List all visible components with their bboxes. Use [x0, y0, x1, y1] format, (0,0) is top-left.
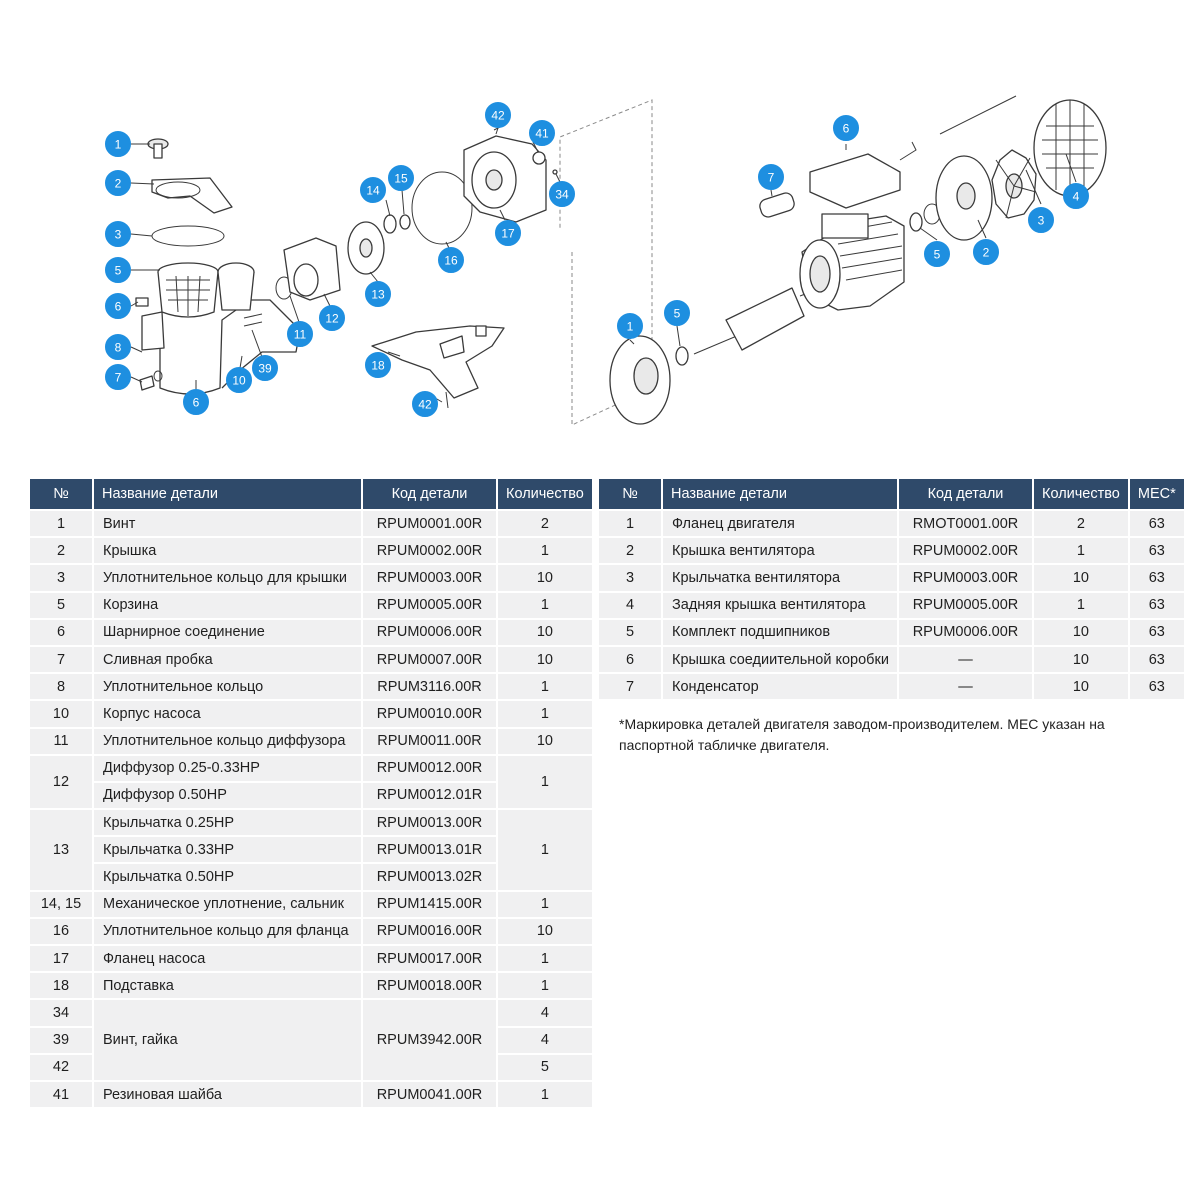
svg-text:12: 12	[325, 311, 339, 326]
part-code-cell: RPUM0003.00R	[363, 565, 496, 590]
table-row	[599, 511, 1184, 536]
svg-text:42: 42	[491, 108, 505, 123]
part-code-cell: RPUM0002.00R	[363, 538, 496, 563]
table-row	[30, 538, 592, 563]
part-name-cell: Подставка	[94, 973, 361, 998]
part-name-cell: Уплотнительное кольцо для фланца	[94, 919, 361, 944]
header-part-name: Название детали	[94, 479, 361, 509]
part-code-cell: RPUM0002.00R	[899, 538, 1032, 563]
table-row	[30, 810, 592, 835]
pump-callout-39	[253, 356, 278, 381]
pump-callout-5	[106, 258, 131, 283]
quantity-cell: 4	[498, 1028, 592, 1053]
pump-parts-table	[28, 477, 594, 1109]
part-name-cell: Крыльчатка 0.50HP	[94, 864, 361, 889]
pump-callout-10	[227, 368, 252, 393]
part-name-cell: Шарнирное соединение	[94, 620, 361, 645]
quantity-cell: 1	[498, 892, 592, 917]
svg-text:17: 17	[501, 226, 515, 241]
part-code-cell: RPUM0013.01R	[363, 837, 496, 862]
part-code-cell: RPUM0017.00R	[363, 946, 496, 971]
svg-text:11: 11	[293, 327, 307, 342]
svg-text:6: 6	[114, 299, 122, 314]
part-number-cell: 10	[30, 701, 92, 726]
part-number-cell: 7	[599, 674, 661, 699]
pump-callout-18	[366, 353, 391, 378]
part-number-cell: 16	[30, 919, 92, 944]
part-number-cell: 6	[30, 620, 92, 645]
part-name-cell: Винт, гайка	[94, 1000, 361, 1080]
svg-text:8: 8	[114, 340, 122, 355]
header-number: №	[599, 479, 661, 509]
quantity-cell: 1	[498, 946, 592, 971]
quantity-cell: 10	[498, 729, 592, 754]
part-code-cell: RPUM0010.00R	[363, 701, 496, 726]
table-row	[599, 674, 1184, 699]
quantity-cell: 1	[498, 973, 592, 998]
part-code-cell: RPUM0012.01R	[363, 783, 496, 808]
part-name-cell: Крышка соедиительной коробки	[663, 647, 897, 672]
motor-table-body	[599, 511, 1184, 699]
part-name-cell: Диффузор 0.50HP	[94, 783, 361, 808]
table-row	[30, 1082, 592, 1107]
table-row	[30, 919, 592, 944]
part-number-cell: 17	[30, 946, 92, 971]
motor-callout-4	[1064, 184, 1089, 209]
part-code-cell: RPUM3942.00R	[363, 1000, 496, 1080]
part-name-cell: Корпус насоса	[94, 701, 361, 726]
part-number-cell: 3	[30, 565, 92, 590]
part-code-cell: RPUM1415.00R	[363, 892, 496, 917]
svg-text:15: 15	[394, 171, 408, 186]
pump-callout-3	[106, 222, 131, 247]
pump-table-header-row	[30, 479, 592, 509]
pump-callout-11	[288, 322, 313, 347]
table-row	[30, 946, 592, 971]
quantity-cell: 1	[498, 593, 592, 618]
part-number-cell: 8	[30, 674, 92, 699]
part-number-cell: 5	[30, 593, 92, 618]
svg-text:5: 5	[114, 263, 122, 278]
part-number-cell: 1	[599, 511, 661, 536]
header-part-name: Название детали	[663, 479, 897, 509]
pump-callout-13	[366, 282, 391, 307]
quantity-cell: 10	[498, 620, 592, 645]
part-code-cell: RPUM0005.00R	[363, 593, 496, 618]
table-row	[599, 538, 1184, 563]
part-name-cell: Крышка вентилятора	[663, 538, 897, 563]
part-name-cell: Уплотнительное кольцо	[94, 674, 361, 699]
svg-text:13: 13	[371, 287, 385, 302]
part-code-cell: RPUM0013.02R	[363, 864, 496, 889]
quantity-cell: 1	[1034, 593, 1128, 618]
part-code-cell: RPUM0013.00R	[363, 810, 496, 835]
svg-text:5: 5	[673, 306, 681, 321]
part-code-cell: RPUM0005.00R	[899, 593, 1032, 618]
part-code-cell: RPUM0018.00R	[363, 973, 496, 998]
pump-callout-12	[320, 306, 345, 331]
mec-cell: 63	[1130, 565, 1184, 590]
svg-text:7: 7	[767, 170, 775, 185]
header-quantity: Количество	[1034, 479, 1128, 509]
pump-callout-15	[389, 166, 414, 191]
pump-callout-8	[106, 335, 131, 360]
svg-text:42: 42	[418, 397, 432, 412]
table-row	[30, 565, 592, 590]
motor-callout-1	[618, 314, 643, 339]
svg-text:18: 18	[371, 358, 385, 373]
part-name-cell: Резиновая шайба	[94, 1082, 361, 1107]
part-name-cell: Уплотнительное кольцо диффузора	[94, 729, 361, 754]
part-code-cell: RPUM0001.00R	[363, 511, 496, 536]
motor-callout-5	[925, 242, 950, 267]
mec-cell: 63	[1130, 647, 1184, 672]
quantity-cell: 1	[498, 674, 592, 699]
motor-exploded-view	[610, 96, 1106, 424]
part-number-cell: 11	[30, 729, 92, 754]
part-name-cell: Крыльчатка 0.25HP	[94, 810, 361, 835]
header-mec: MEC*	[1130, 479, 1184, 509]
table-row	[30, 511, 592, 536]
svg-text:14: 14	[366, 183, 380, 198]
exploded-view-svg	[0, 0, 1200, 470]
pump-callout-41	[530, 121, 555, 146]
part-number-cell: 34	[30, 1000, 92, 1025]
part-number-cell: 14, 15	[30, 892, 92, 917]
part-number-cell: 42	[30, 1055, 92, 1080]
pump-callout-17	[496, 221, 521, 246]
svg-text:7: 7	[114, 370, 122, 385]
table-row	[599, 565, 1184, 590]
pump-callout-1	[106, 132, 131, 157]
part-name-cell: Винт	[94, 511, 361, 536]
part-name-cell: Корзина	[94, 593, 361, 618]
exploded-diagrams	[0, 0, 1200, 470]
svg-text:3: 3	[1037, 213, 1045, 228]
part-code-cell: RPUM3116.00R	[363, 674, 496, 699]
part-name-cell: Фланец насоса	[94, 946, 361, 971]
quantity-cell: 10	[498, 919, 592, 944]
motor-callout-3	[1029, 208, 1054, 233]
quantity-cell: 1	[498, 756, 592, 808]
pump-callout-6	[106, 294, 131, 319]
svg-text:34: 34	[555, 187, 569, 202]
table-row	[30, 1000, 592, 1025]
pump-callout-16	[439, 248, 464, 273]
motor-callout-6	[834, 116, 859, 141]
svg-text:10: 10	[232, 373, 246, 388]
quantity-cell: 1	[498, 538, 592, 563]
quantity-cell: 10	[498, 565, 592, 590]
part-code-cell: —	[899, 647, 1032, 672]
part-code-cell: RPUM0016.00R	[363, 919, 496, 944]
footnote: *Маркировка деталей двигателя заводом-производителем. MEC указан на паспортной табличке двигателя.	[619, 716, 1105, 753]
pump-callout-2	[106, 171, 131, 196]
mec-cell: 63	[1130, 538, 1184, 563]
part-name-cell: Крыльчатка вентилятора	[663, 565, 897, 590]
part-number-cell: 1	[30, 511, 92, 536]
table-row	[30, 674, 592, 699]
part-name-cell: Сливная пробка	[94, 647, 361, 672]
part-code-cell: RPUM0006.00R	[899, 620, 1032, 645]
part-code-cell: RPUM0007.00R	[363, 647, 496, 672]
part-name-cell: Задняя крышка вентилятора	[663, 593, 897, 618]
header-quantity: Количество	[498, 479, 592, 509]
part-name-cell: Фланец двигателя	[663, 511, 897, 536]
quantity-cell: 10	[1034, 620, 1128, 645]
quantity-cell: 2	[1034, 511, 1128, 536]
quantity-cell: 1	[498, 1082, 592, 1107]
pump-callout-14	[361, 178, 386, 203]
motor-callout-5	[665, 301, 690, 326]
part-number-cell: 6	[599, 647, 661, 672]
svg-text:5: 5	[933, 247, 941, 262]
mec-cell: 63	[1130, 511, 1184, 536]
table-row	[30, 973, 592, 998]
part-code-cell: RPUM0011.00R	[363, 729, 496, 754]
part-number-cell: 39	[30, 1028, 92, 1053]
svg-text:6: 6	[842, 121, 850, 136]
part-code-cell: RPUM0003.00R	[899, 565, 1032, 590]
part-number-cell: 18	[30, 973, 92, 998]
pump-callout-42	[413, 392, 438, 417]
svg-text:16: 16	[444, 253, 458, 268]
mec-cell: 63	[1130, 620, 1184, 645]
part-name-cell: Комплект подшипников	[663, 620, 897, 645]
part-name-cell: Диффузор 0.25-0.33HP	[94, 756, 361, 781]
part-name-cell: Крышка	[94, 538, 361, 563]
svg-text:39: 39	[258, 361, 272, 376]
mec-cell: 63	[1130, 674, 1184, 699]
svg-text:2: 2	[114, 176, 122, 191]
part-code-cell: RPUM0006.00R	[363, 620, 496, 645]
part-code-cell: —	[899, 674, 1032, 699]
motor-parts-table	[597, 477, 1186, 701]
motor-callout-7	[759, 165, 784, 190]
quantity-cell: 5	[498, 1055, 592, 1080]
pump-table-body	[30, 511, 592, 1107]
part-number-cell: 2	[599, 538, 661, 563]
mec-cell: 63	[1130, 593, 1184, 618]
table-row	[30, 620, 592, 645]
quantity-cell: 2	[498, 511, 592, 536]
table-row	[30, 756, 592, 781]
svg-text:2: 2	[982, 245, 990, 260]
part-number-cell: 13	[30, 810, 92, 890]
header-part-code: Код детали	[363, 479, 496, 509]
header-part-code: Код детали	[899, 479, 1032, 509]
table-row	[599, 647, 1184, 672]
table-row	[30, 892, 592, 917]
table-row	[599, 593, 1184, 618]
quantity-cell: 1	[1034, 538, 1128, 563]
table-row	[30, 647, 592, 672]
table-row	[30, 701, 592, 726]
svg-text:1: 1	[626, 319, 634, 334]
svg-text:41: 41	[535, 126, 549, 141]
part-name-cell: Уплотнительное кольцо для крышки	[94, 565, 361, 590]
part-name-cell: Конденсатор	[663, 674, 897, 699]
part-number-cell: 41	[30, 1082, 92, 1107]
table-row	[599, 620, 1184, 645]
pump-callout-34	[550, 182, 575, 207]
part-name-cell: Крыльчатка 0.33HP	[94, 837, 361, 862]
quantity-cell: 10	[498, 647, 592, 672]
table-row	[30, 729, 592, 754]
part-number-cell: 3	[599, 565, 661, 590]
part-number-cell: 4	[599, 593, 661, 618]
part-code-cell: RPUM0012.00R	[363, 756, 496, 781]
header-number: №	[30, 479, 92, 509]
quantity-cell: 10	[1034, 647, 1128, 672]
pump-callout-6	[184, 390, 209, 415]
part-number-cell: 2	[30, 538, 92, 563]
pump-callout-7	[106, 365, 131, 390]
part-name-cell: Механическое уплотнение, сальник	[94, 892, 361, 917]
part-code-cell: RMOT0001.00R	[899, 511, 1032, 536]
motor-table-header-row	[599, 479, 1184, 509]
quantity-cell: 4	[498, 1000, 592, 1025]
quantity-cell: 1	[498, 810, 592, 890]
part-code-cell: RPUM0041.00R	[363, 1082, 496, 1107]
pump-callout-42	[486, 103, 511, 128]
quantity-cell: 10	[1034, 565, 1128, 590]
svg-text:3: 3	[114, 227, 122, 242]
part-number-cell: 5	[599, 620, 661, 645]
table-row	[30, 593, 592, 618]
svg-text:4: 4	[1072, 189, 1080, 204]
svg-text:6: 6	[192, 395, 200, 410]
motor-callout-2	[974, 240, 999, 265]
pump-exploded-view	[136, 124, 557, 408]
svg-text:1: 1	[114, 137, 122, 152]
part-number-cell: 7	[30, 647, 92, 672]
part-number-cell: 12	[30, 756, 92, 808]
quantity-cell: 10	[1034, 674, 1128, 699]
quantity-cell: 1	[498, 701, 592, 726]
